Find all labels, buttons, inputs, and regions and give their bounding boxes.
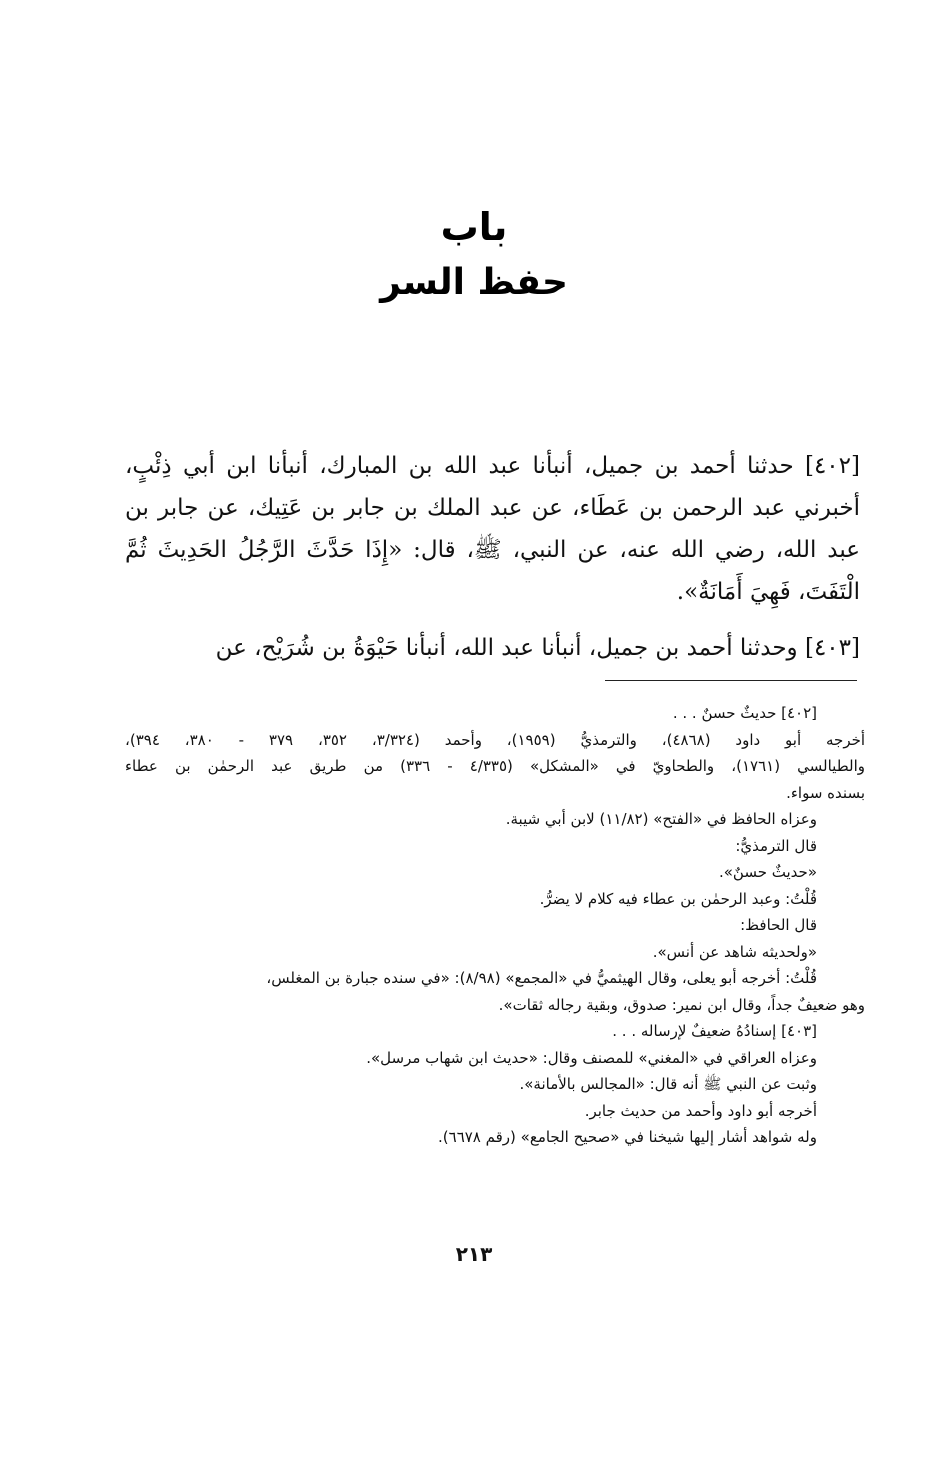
footnote-separator (605, 680, 857, 681)
footnote-line: وثبت عن النبي ﷺ أنه قال: «المجالس بالأمانة». (519, 1075, 817, 1093)
hadith-403-paragraph: [٤٠٣] وحدثنا أحمد بن جميل، أنبأنا عبد الله، أنبأنا حَيْوَةُ بن شُرَيْح، عن (215, 635, 860, 661)
footnote-line: قال الحافظ: (740, 916, 817, 934)
footnote-line: «حديثٌ حسنٌ». (718, 863, 817, 881)
hadith-402-paragraph: [٤٠٢] حدثنا أحمد بن جميل، أنبأنا عبد الله بن المبارك، أنبأنا ابن أبي ذِئْبٍ، أخبرني عبد الرحمن بن عَطَاء، عن عبد الملك بن جابر بن عَتِيك، عن جابر بن عبد الله، رضي الله عنه، عن النبي، ﷺ، قال: «إِذَا حَدَّثَ الرَّجُلُ الحَدِيثَ ثُمَّ الْتَفَتَ، فَهِيَ أَمَانَةٌ». (125, 453, 860, 605)
footnote-line: [٤٠٢] حديثٌ حسنٌ . . . (672, 704, 817, 722)
footnote-line: وهو ضعيفٌ جداً، وقال ابن نمير: صدوق، وبقية رجاله ثقات». (498, 995, 865, 1014)
footnote-line: أخرجه أبو داود وأحمد من حديث جابر. (584, 1101, 817, 1120)
footnote-line: «ولحديثه شاهد عن أنس». (652, 942, 817, 961)
chapter-label: باب (440, 205, 508, 249)
footnote-line: والطيالسي (١٧٦١)، والطحاويّ في «المشكل» (٤/٣٣٥ - ٣٣٦) من طريق عبد الرحمٰن بن عطاء (125, 757, 865, 775)
footnote-line: [٤٠٣] إسنادُهُ ضعيفٌ لإرساله . . . (612, 1022, 817, 1040)
footnote-line: أخرجه أبو داود (٤٨٦٨)، والترمذيُّ (١٩٥٩)، وأحمد (٣/٣٢٤، ٣٥٢، ٣٧٩ - ٣٨٠، ٣٩٤)، (125, 730, 865, 749)
footnote-line: قُلْتُ: أخرجه أبو يعلى، وقال الهيثميُّ في «المجمع» (٨/٩٨): «في سنده جبارة بن المغلس، (266, 969, 817, 987)
footnote-line: وله شواهد أشار إليها شيخنا في «صحيح الجامع» (رقم ٦٦٧٨). (438, 1128, 817, 1146)
footnote-line: وعزاه العراقي في «المغني» للمصنف وقال: «حديث ابن شهاب مرسل». (366, 1048, 817, 1067)
footnote-line: قُلْتُ: وعبد الرحمٰن بن عطاء فيه كلام لا يضرُّ. (539, 889, 817, 908)
chapter-title: حفظ السر (380, 262, 568, 303)
footnote-line: وعزاه الحافظ في «الفتح» (١١/٨٢) لابن أبي شيبة. (505, 810, 817, 828)
footnote-line: قال الترمذيُّ: (735, 836, 817, 855)
page-number: ٢١٣ (455, 1242, 493, 1266)
footnotes-section (125, 700, 865, 1151)
footnote-line: بسنده سواء. (786, 783, 865, 802)
